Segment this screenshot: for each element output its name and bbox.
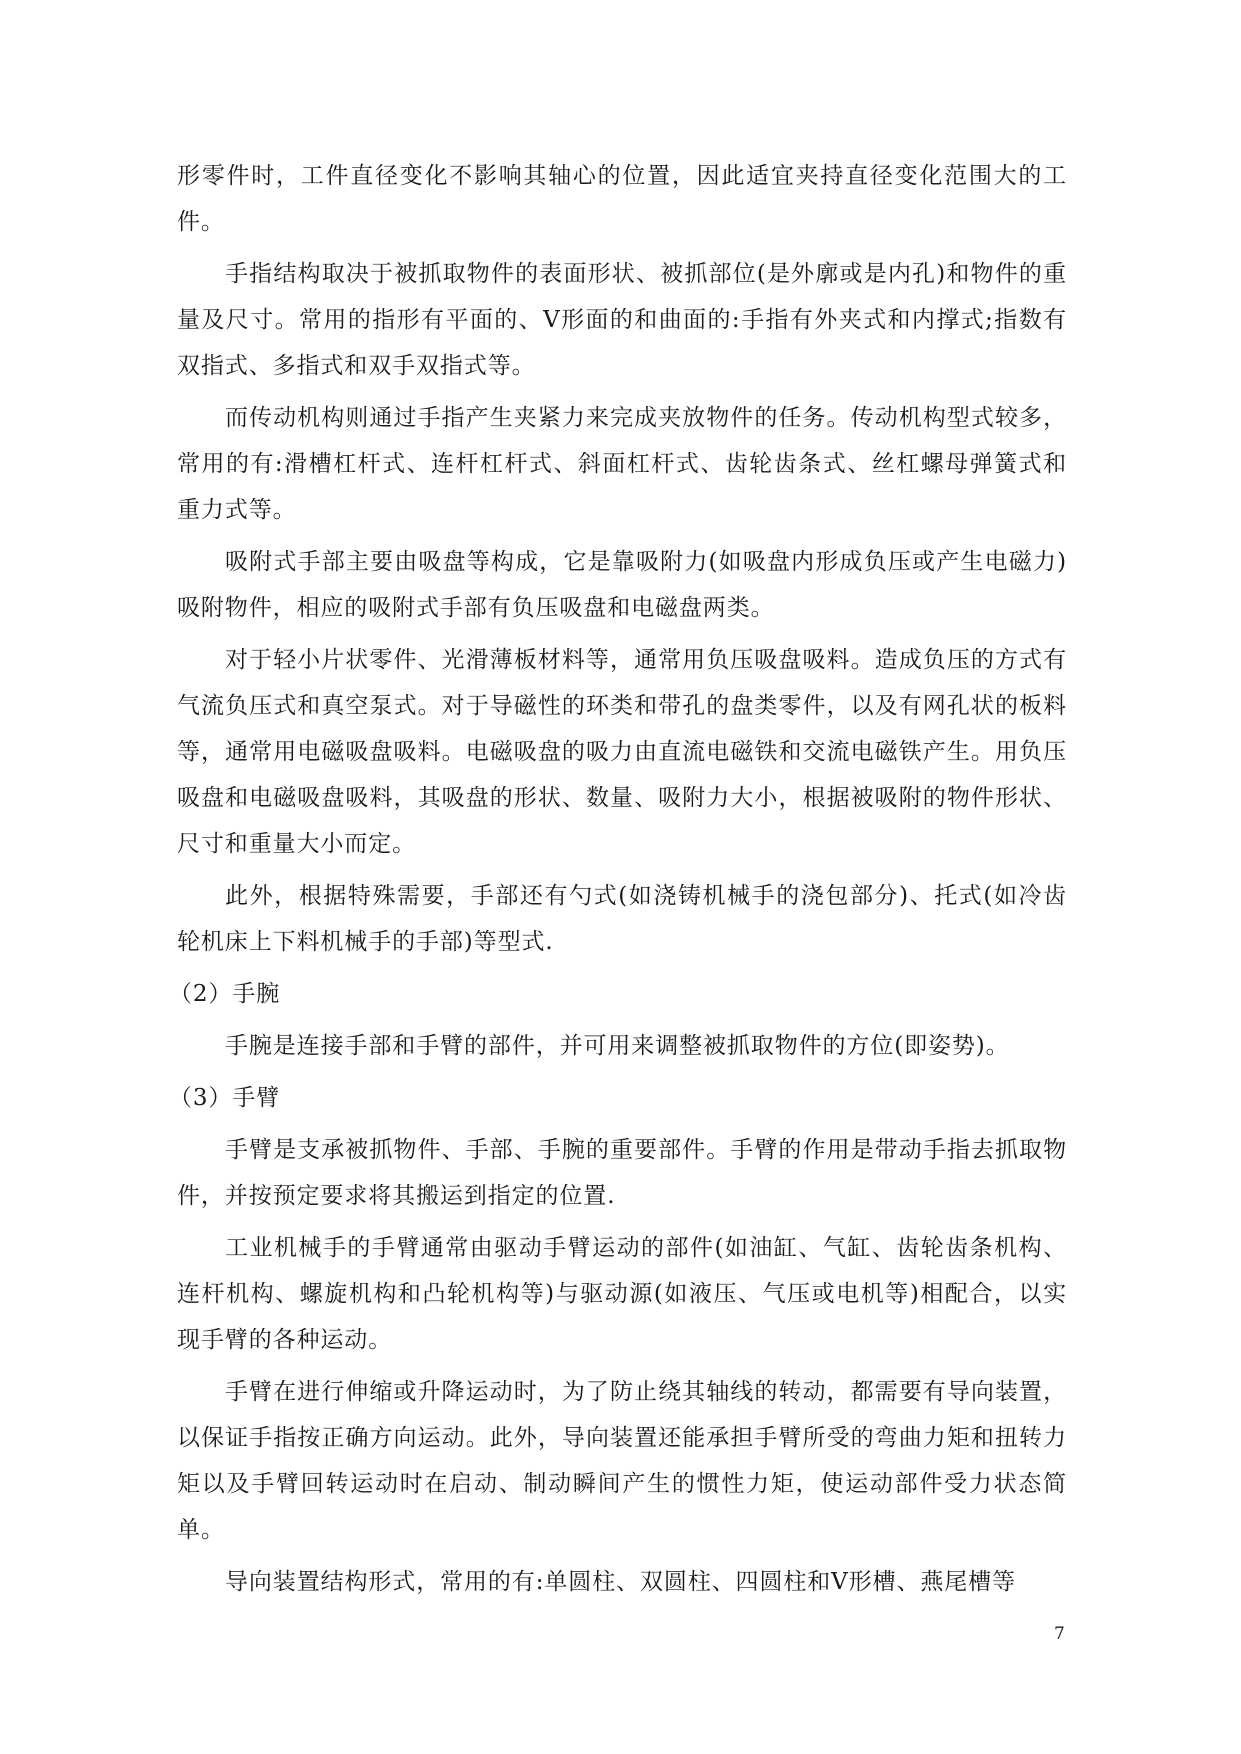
paragraph: 此外，根据特殊需要，手部还有勺式(如浇铸机械手的浇包部分)、托式(如冷齿轮机床上下料机械手的手部)等型式. [177, 883, 1067, 955]
paragraph: 手臂是支承被抓物件、手部、手腕的重要部件。手臂的作用是带动手指去抓取物件，并按预定要求将其搬运到指定的位置. [177, 1137, 1067, 1209]
page-number: 7 [1054, 1624, 1065, 1644]
paragraph: 而传动机构则通过手指产生夹紧力来完成夹放物件的任务。传动机构型式较多，常用的有:滑槽杠杆式、连杆杠杆式、斜面杠杆式、齿轮齿条式、丝杠螺母弹簧式和重力式等。 [177, 405, 1067, 523]
paragraph: 手臂在进行伸缩或升降运动时，为了防止绕其轴线的转动，都需要有导向装置，以保证手指按正确方向运动。此外，导向装置还能承担手臂所受的弯曲力矩和扭转力矩以及手臂回转运动时在启动、制动瞬间产生的惯性力矩，使运动部件受力状态简单。 [177, 1379, 1067, 1543]
section-heading-wrist: （2）手腕 [169, 981, 281, 1007]
page-body [169, 153, 1067, 1611]
paragraph: 手指结构取决于被抓取物件的表面形状、被抓部位(是外廓或是内孔)和物件的重量及尺寸。常用的指形有平面的、V形面的和曲面的:手指有外夹式和内撑式;指数有双指式、多指式和双手双指式等。 [177, 261, 1067, 379]
paragraph: 工业机械手的手臂通常由驱动手臂运动的部件(如油缸、气缸、齿轮齿条机构、连杆机构、螺旋机构和凸轮机构等)与驱动源(如液压、气压或电机等)相配合，以实现手臂的各种运动。 [177, 1235, 1067, 1353]
paragraph: 形零件时，工件直径变化不影响其轴心的位置，因此适宜夹持直径变化范围大的工件。 [177, 163, 1067, 235]
section-heading-arm: （3）手臂 [169, 1085, 281, 1111]
paragraph: 手腕是连接手部和手臂的部件，并可用来调整被抓取物件的方位(即姿势)。 [225, 1033, 1010, 1059]
paragraph: 对于轻小片状零件、光滑薄板材料等，通常用负压吸盘吸料。造成负压的方式有气流负压式和真空泵式。对于导磁性的环类和带孔的盘类零件，以及有网孔状的板料等，通常用电磁吸盘吸料。电磁吸盘的吸力由直流电磁铁和交流电磁铁产生。用负压吸盘和电磁吸盘吸料，其吸盘的形状、数量、吸附力大小，根据被吸附的物件形状、尺寸和重量大小而定。 [177, 647, 1067, 857]
paragraph: 吸附式手部主要由吸盘等构成，它是靠吸附力(如吸盘内形成负压或产生电磁力)吸附物件，相应的吸附式手部有负压吸盘和电磁盘两类。 [177, 549, 1067, 621]
paragraph: 导向装置结构形式，常用的有:单圆柱、双圆柱、四圆柱和V形槽、燕尾槽等 [225, 1569, 1016, 1595]
